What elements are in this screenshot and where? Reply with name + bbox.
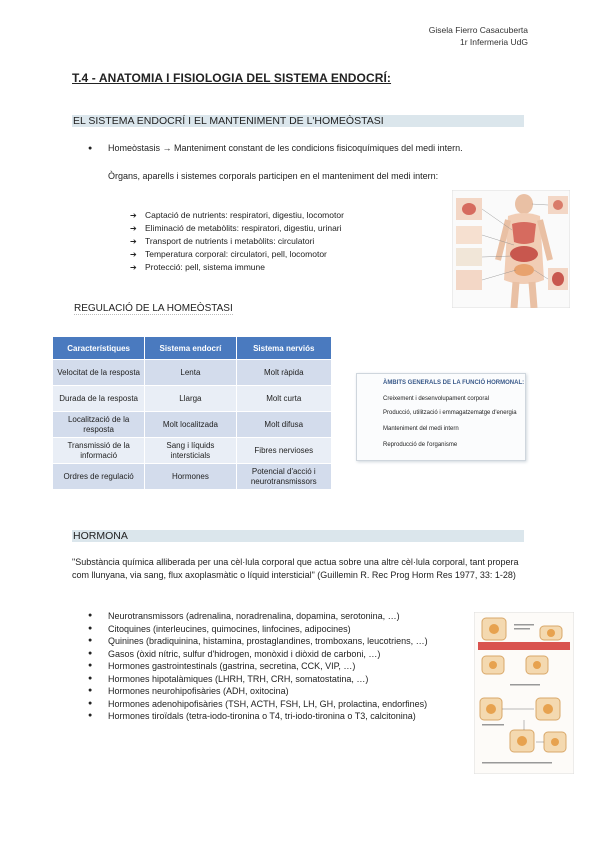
table-cell: Molt localitzada (145, 412, 236, 438)
ambits-item: Reproducció de l'organisme (383, 442, 458, 448)
ambits-box (356, 373, 526, 461)
list-item: ● Hormones gastrointestinals (gastrina, secretina, CCK, VIP, …) (108, 660, 463, 673)
author-course: 1r Infermeria UdG (459, 37, 528, 47)
hormone-types-list (108, 610, 463, 723)
table-header: Característiques (53, 337, 145, 360)
table-row (53, 438, 332, 464)
ambits-item: Producció, utilització i emmagatzematge d'energia (383, 410, 517, 416)
table-cell: Transmissió de la informació (53, 438, 145, 464)
section-heading-hormona: HORMONA (72, 530, 524, 542)
table-cell: Fibres nervioses (236, 438, 331, 464)
homeostasis-bullet: ● Homeòstasis → Manteniment constant de les condicions fisicoquímiques del medi intern. (88, 143, 463, 153)
ambits-item: Creixement i desenvolupament corporal (383, 396, 490, 402)
author-block (429, 24, 528, 48)
section-heading-homeostasi: EL SISTEMA ENDOCRÍ I EL MANTENIMENT DE L'HOMEÒSTASI (72, 115, 524, 127)
list-item: ➔ Protecció: pell, sistema immune (130, 261, 344, 274)
list-item: ➔ Temperatura corporal: circulatori, pell, locomotor (130, 248, 344, 261)
list-item: ● Hormones tiroïdals (tetra-iodo-tironina o T4, tri-iodo-tironina o T3, calcitonina) (108, 710, 463, 723)
table-row (53, 464, 332, 490)
table-cell: Sang i líquids intersticials (145, 438, 236, 464)
organs-paragraph: Òrgans, aparells i sistemes corporals participen en el manteniment del medi intern: (108, 171, 439, 181)
table-cell: Molt curta (236, 386, 331, 412)
table-cell: Localització de la resposta (53, 412, 145, 438)
author-name: Gisela Fierro Casacuberta (428, 25, 528, 35)
list-item: ➔ Transport de nutrients i metabòlits: circulatori (130, 235, 344, 248)
table-row (53, 360, 332, 386)
table-cell: Ordres de regulació (53, 464, 145, 490)
table-cell: Durada de la resposta (53, 386, 145, 412)
table-cell: Hormones (145, 464, 236, 490)
homeostasis-list (130, 209, 344, 274)
body-systems-illustration (452, 190, 570, 308)
table-cell: Potencial d'acció i neurotransmissors (236, 464, 331, 490)
page-title: T.4 - ANATOMIA I FISIOLOGIA DEL SISTEMA ENDOCRÍ: (72, 71, 392, 85)
list-item: ➔ Captació de nutrients: respiratori, digestiu, locomotor (130, 209, 344, 222)
section-heading-regulacio: REGULACIÓ DE LA HOMEÒSTASI (74, 303, 233, 314)
cell-signaling-illustration (474, 612, 574, 774)
list-item: ● Hormones adenohipofisàries (TSH, ACTH, FSH, LH, GH, prolactina, endorfines) (108, 698, 463, 711)
list-item: ● Gasos (òxid nítric, sulfur d'hidrogen, monòxid i diòxid de carboni, …) (108, 648, 463, 661)
list-item: ● Hormones neurohipofisàries (ADH, oxitocina) (108, 685, 463, 698)
table-cell: Molt difusa (236, 412, 331, 438)
table-cell: Lenta (145, 360, 236, 386)
table-cell: Llarga (145, 386, 236, 412)
list-item: ➔ Eliminació de metabòlits: respiratori, digestiu, urinari (130, 222, 344, 235)
bullet-dot: ● (88, 145, 93, 152)
list-item: ● Citoquines (interleucines, quimocines, linfocines, adipocines) (108, 623, 463, 636)
table-header: Sistema endocrí (145, 337, 236, 360)
hormone-definition-quote: "Substància química alliberada per una cèl·lula corporal que actua sobre una altre cèl·lula corporal, tant propera com llunyana, via sang, flux axoplasmàtic o líquid intersticial" (Guillemin R. Rec Prog Horm Res 1977, 33: 1-28) (72, 557, 519, 580)
list-item: ● Neurotransmissors (adrenalina, noradrenalina, dopamina, serotonina, …) (108, 610, 463, 623)
table-cell: Velocitat de la resposta (53, 360, 145, 386)
ambits-title: ÀMBITS GENERALS DE LA FUNCIÓ HORMONAL: (383, 380, 525, 386)
ambits-item: Manteniment del medi intern (383, 426, 459, 432)
list-item: ● Hormones hipotalàmiques (LHRH, TRH, CRH, somatostatina, …) (108, 673, 463, 686)
comparison-table (52, 336, 332, 490)
table-row (53, 386, 332, 412)
table-header: Sistema nerviós (236, 337, 331, 360)
table-row (53, 412, 332, 438)
table-cell: Molt ràpida (236, 360, 331, 386)
list-item: ● Quinines (bradiquinina, histamina, prostaglandines, tromboxans, leucotriens, …) (108, 635, 463, 648)
